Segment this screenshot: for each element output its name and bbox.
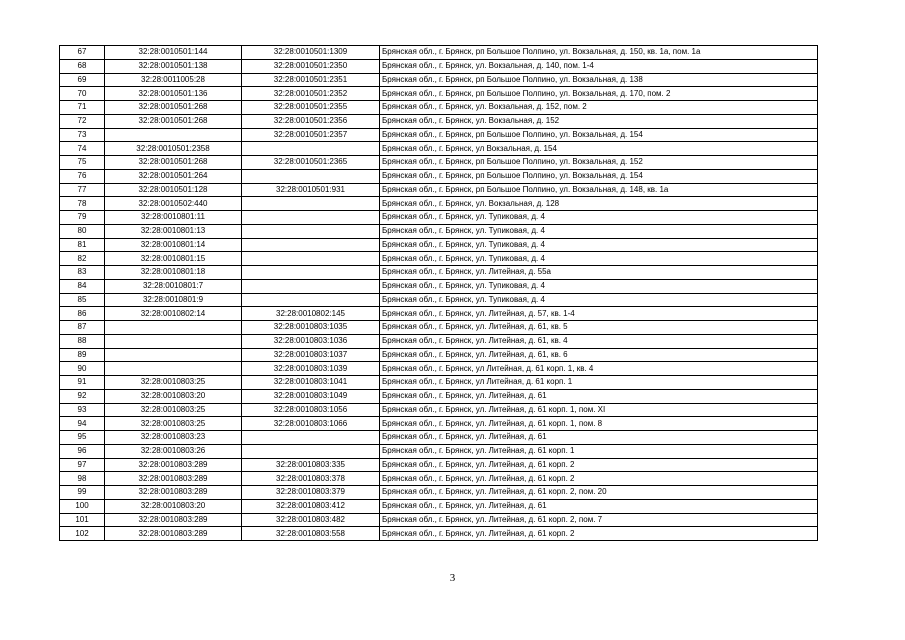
table-row [60, 59, 818, 73]
table-row [60, 362, 818, 376]
row-number-cell: 102 [60, 527, 105, 541]
row-number-cell: 67 [60, 46, 105, 60]
premises-cadastral-number-cell: 32:28:0010501:2365 [242, 156, 380, 170]
address-cell: Брянская обл., г. Брянск, рп Большое Полпино, ул. Вокзальная, д. 138 [380, 73, 818, 87]
table-row [60, 224, 818, 238]
table-row [60, 431, 818, 445]
cadastral-number-cell [105, 321, 242, 335]
premises-cadastral-number-cell [242, 293, 380, 307]
cadastral-number-cell: 32:28:0010801:7 [105, 279, 242, 293]
table-row [60, 156, 818, 170]
cadastral-number-cell [105, 128, 242, 142]
cadastral-number-cell: 32:28:0010803:20 [105, 389, 242, 403]
row-number-cell: 75 [60, 156, 105, 170]
row-number-cell: 82 [60, 252, 105, 266]
premises-cadastral-number-cell [242, 142, 380, 156]
row-number-cell: 80 [60, 224, 105, 238]
row-number-cell: 72 [60, 114, 105, 128]
row-number-cell: 73 [60, 128, 105, 142]
address-cell: Брянская обл., г. Брянск, ул. Литейная, д. 61 корп. 2 [380, 472, 818, 486]
cadastral-number-cell: 32:28:0010803:25 [105, 403, 242, 417]
table-row [60, 114, 818, 128]
address-cell: Брянская обл., г. Брянск, ул. Тупиковая, д. 4 [380, 211, 818, 225]
address-cell: Брянская обл., г. Брянск, рп Большое Полпино, ул. Вокзальная, д. 150, кв. 1а, пом. 1а [380, 46, 818, 60]
cadastral-number-cell: 32:28:0010803:289 [105, 458, 242, 472]
table-row [60, 348, 818, 362]
cadastral-number-cell: 32:28:0010501:136 [105, 87, 242, 101]
premises-cadastral-number-cell: 32:28:0010501:2352 [242, 87, 380, 101]
row-number-cell: 69 [60, 73, 105, 87]
address-cell: Брянская обл., г. Брянск, ул. Литейная, д. 61, кв. 6 [380, 348, 818, 362]
row-number-cell: 99 [60, 486, 105, 500]
premises-cadastral-number-cell: 32:28:0010803:482 [242, 513, 380, 527]
table-row [60, 293, 818, 307]
premises-cadastral-number-cell: 32:28:0010803:412 [242, 499, 380, 513]
table-row [60, 527, 818, 541]
row-number-cell: 77 [60, 183, 105, 197]
address-cell: Брянская обл., г. Брянск, ул. Тупиковая, д. 4 [380, 279, 818, 293]
address-cell: Брянская обл., г. Брянск, рп Большое Полпино, ул. Вокзальная, д. 148, кв. 1а [380, 183, 818, 197]
table-row [60, 101, 818, 115]
table-row [60, 169, 818, 183]
cadastral-number-cell: 32:28:0010501:264 [105, 169, 242, 183]
row-number-cell: 71 [60, 101, 105, 115]
row-number-cell: 101 [60, 513, 105, 527]
premises-cadastral-number-cell: 32:28:0010803:1035 [242, 321, 380, 335]
cadastral-number-cell [105, 348, 242, 362]
cadastral-number-cell: 32:28:0010501:268 [105, 156, 242, 170]
row-number-cell: 87 [60, 321, 105, 335]
table-body [60, 46, 818, 541]
cadastral-number-cell: 32:28:0010801:18 [105, 266, 242, 280]
table-row [60, 307, 818, 321]
row-number-cell: 70 [60, 87, 105, 101]
cadastral-number-cell: 32:28:0010501:268 [105, 114, 242, 128]
cadastral-number-cell: 32:28:0010803:25 [105, 417, 242, 431]
row-number-cell: 94 [60, 417, 105, 431]
table-row [60, 87, 818, 101]
table-row [60, 238, 818, 252]
address-cell: Брянская обл., г. Брянск, ул. Вокзальная, д. 152, пом. 2 [380, 101, 818, 115]
address-cell: Брянская обл., г. Брянск, ул. Вокзальная, д. 128 [380, 197, 818, 211]
address-cell: Брянская обл., г. Брянск, ул. Вокзальная, д. 152 [380, 114, 818, 128]
address-cell: Брянская обл., г. Брянск, рп Большое Полпино, ул. Вокзальная, д. 170, пом. 2 [380, 87, 818, 101]
premises-cadastral-number-cell [242, 224, 380, 238]
premises-cadastral-number-cell: 32:28:0010803:1049 [242, 389, 380, 403]
premises-cadastral-number-cell [242, 169, 380, 183]
cadastral-number-cell: 32:28:0010801:14 [105, 238, 242, 252]
address-cell: Брянская обл., г. Брянск, ул. Литейная, д. 61 [380, 389, 818, 403]
cadastral-number-cell [105, 334, 242, 348]
cadastral-number-cell: 32:28:0010801:13 [105, 224, 242, 238]
row-number-cell: 93 [60, 403, 105, 417]
table-row [60, 458, 818, 472]
row-number-cell: 85 [60, 293, 105, 307]
table-row [60, 321, 818, 335]
premises-cadastral-number-cell: 32:28:0010803:1041 [242, 376, 380, 390]
cadastral-number-cell: 32:28:0010501:128 [105, 183, 242, 197]
premises-cadastral-number-cell [242, 444, 380, 458]
cadastral-number-cell: 32:28:0010801:15 [105, 252, 242, 266]
address-cell: Брянская обл., г. Брянск, ул. Тупиковая, д. 4 [380, 293, 818, 307]
document-page [59, 45, 817, 541]
cadastral-number-cell: 32:28:0011005:28 [105, 73, 242, 87]
row-number-cell: 92 [60, 389, 105, 403]
premises-cadastral-number-cell: 32:28:0010803:558 [242, 527, 380, 541]
row-number-cell: 89 [60, 348, 105, 362]
address-cell: Брянская обл., г. Брянск, ул. Литейная, д. 61 корп. 2 [380, 527, 818, 541]
address-cell: Брянская обл., г. Брянск, рп Большое Полпино, ул. Вокзальная, д. 152 [380, 156, 818, 170]
premises-cadastral-number-cell: 32:28:0010803:1056 [242, 403, 380, 417]
premises-cadastral-number-cell: 32:28:0010803:1066 [242, 417, 380, 431]
table-row [60, 403, 818, 417]
address-cell: Брянская обл., г. Брянск, ул. Литейная, д. 57, кв. 1-4 [380, 307, 818, 321]
cadastral-number-cell: 32:28:0010803:23 [105, 431, 242, 445]
table-row [60, 334, 818, 348]
cadastral-number-cell: 32:28:0010803:25 [105, 376, 242, 390]
cadastral-number-cell: 32:28:0010803:289 [105, 486, 242, 500]
premises-cadastral-number-cell [242, 238, 380, 252]
table-row [60, 183, 818, 197]
table-row [60, 142, 818, 156]
row-number-cell: 79 [60, 211, 105, 225]
cadastral-number-cell [105, 362, 242, 376]
premises-cadastral-number-cell [242, 279, 380, 293]
row-number-cell: 74 [60, 142, 105, 156]
premises-cadastral-number-cell: 32:28:0010501:1309 [242, 46, 380, 60]
premises-cadastral-number-cell: 32:28:0010501:2356 [242, 114, 380, 128]
address-cell: Брянская обл., г. Брянск, ул. Литейная, д. 61 корп. 2, пом. 7 [380, 513, 818, 527]
cadastral-number-cell: 32:28:0010801:9 [105, 293, 242, 307]
cadastral-number-cell: 32:28:0010501:2358 [105, 142, 242, 156]
table-row [60, 486, 818, 500]
row-number-cell: 83 [60, 266, 105, 280]
premises-cadastral-number-cell [242, 197, 380, 211]
row-number-cell: 68 [60, 59, 105, 73]
table-row [60, 472, 818, 486]
address-cell: Брянская обл., г. Брянск, ул. Литейная, д. 55а [380, 266, 818, 280]
address-cell: Брянская обл., г. Брянск, ул. Литейная, д. 61 корп. 1 [380, 444, 818, 458]
cadastral-number-cell: 32:28:0010802:14 [105, 307, 242, 321]
premises-cadastral-number-cell: 32:28:0010803:379 [242, 486, 380, 500]
table-row [60, 266, 818, 280]
cadastral-number-cell: 32:28:0010803:26 [105, 444, 242, 458]
table-row [60, 252, 818, 266]
row-number-cell: 98 [60, 472, 105, 486]
address-cell: Брянская обл., г. Брянск, ул. Литейная, д. 61 корп. 1, пом. XI [380, 403, 818, 417]
row-number-cell: 91 [60, 376, 105, 390]
premises-cadastral-number-cell [242, 211, 380, 225]
address-cell: Брянская обл., г. Брянск, ул Литейная, д. 61 корп. 1 [380, 376, 818, 390]
premises-cadastral-number-cell: 32:28:0010803:1037 [242, 348, 380, 362]
table-row [60, 46, 818, 60]
address-cell: Брянская обл., г. Брянск, ул. Литейная, д. 61 [380, 499, 818, 513]
row-number-cell: 76 [60, 169, 105, 183]
address-cell: Брянская обл., г. Брянск, ул. Литейная, д. 61 корп. 2 [380, 458, 818, 472]
premises-cadastral-number-cell: 32:28:0010803:335 [242, 458, 380, 472]
table-row [60, 128, 818, 142]
cadastral-number-cell: 32:28:0010803:289 [105, 513, 242, 527]
cadastral-number-cell: 32:28:0010501:144 [105, 46, 242, 60]
cadastral-number-cell: 32:28:0010501:268 [105, 101, 242, 115]
cadastral-number-cell: 32:28:0010803:289 [105, 472, 242, 486]
premises-cadastral-number-cell: 32:28:0010803:378 [242, 472, 380, 486]
premises-cadastral-number-cell: 32:28:0010803:1036 [242, 334, 380, 348]
cadastral-number-cell: 32:28:0010502:440 [105, 197, 242, 211]
address-cell: Брянская обл., г. Брянск, ул. Тупиковая, д. 4 [380, 224, 818, 238]
table-row [60, 211, 818, 225]
row-number-cell: 88 [60, 334, 105, 348]
address-cell: Брянская обл., г. Брянск, ул. Вокзальная, д. 140, пом. 1-4 [380, 59, 818, 73]
table-row [60, 513, 818, 527]
table-row [60, 389, 818, 403]
premises-cadastral-number-cell: 32:28:0010803:1039 [242, 362, 380, 376]
table-row [60, 444, 818, 458]
premises-cadastral-number-cell: 32:28:0010802:145 [242, 307, 380, 321]
premises-cadastral-number-cell: 32:28:0010501:2357 [242, 128, 380, 142]
row-number-cell: 100 [60, 499, 105, 513]
row-number-cell: 81 [60, 238, 105, 252]
row-number-cell: 96 [60, 444, 105, 458]
table-row [60, 417, 818, 431]
address-cell: Брянская обл., г. Брянск, ул Литейная, д. 61 корп. 1, кв. 4 [380, 362, 818, 376]
page-number: 3 [449, 572, 456, 584]
premises-cadastral-number-cell [242, 266, 380, 280]
address-cell: Брянская обл., г. Брянск, ул. Литейная, д. 61 корп. 1, пом. 8 [380, 417, 818, 431]
row-number-cell: 84 [60, 279, 105, 293]
cadastral-table [59, 45, 818, 541]
table-row [60, 499, 818, 513]
table-row [60, 279, 818, 293]
cadastral-number-cell: 32:28:0010803:20 [105, 499, 242, 513]
cadastral-number-cell: 32:28:0010801:11 [105, 211, 242, 225]
row-number-cell: 78 [60, 197, 105, 211]
row-number-cell: 86 [60, 307, 105, 321]
address-cell: Брянская обл., г. Брянск, рп Большое Полпино, ул. Вокзальная, д. 154 [380, 128, 818, 142]
row-number-cell: 97 [60, 458, 105, 472]
cadastral-number-cell: 32:28:0010501:138 [105, 59, 242, 73]
address-cell: Брянская обл., г. Брянск, ул. Литейная, д. 61, кв. 4 [380, 334, 818, 348]
table-row [60, 197, 818, 211]
table-row [60, 376, 818, 390]
cadastral-number-cell: 32:28:0010803:289 [105, 527, 242, 541]
premises-cadastral-number-cell [242, 252, 380, 266]
premises-cadastral-number-cell: 32:28:0010501:2351 [242, 73, 380, 87]
premises-cadastral-number-cell: 32:28:0010501:2355 [242, 101, 380, 115]
row-number-cell: 95 [60, 431, 105, 445]
address-cell: Брянская обл., г. Брянск, рп Большое Полпино, ул. Вокзальная, д. 154 [380, 169, 818, 183]
table-row [60, 73, 818, 87]
premises-cadastral-number-cell [242, 431, 380, 445]
address-cell: Брянская обл., г. Брянск, ул. Литейная, д. 61, кв. 5 [380, 321, 818, 335]
address-cell: Брянская обл., г. Брянск, ул. Литейная, д. 61 корп. 2, пом. 20 [380, 486, 818, 500]
row-number-cell: 90 [60, 362, 105, 376]
address-cell: Брянская обл., г. Брянск, ул. Тупиковая, д. 4 [380, 238, 818, 252]
premises-cadastral-number-cell: 32:28:0010501:931 [242, 183, 380, 197]
address-cell: Брянская обл., г. Брянск, ул Вокзальная, д. 154 [380, 142, 818, 156]
address-cell: Брянская обл., г. Брянск, ул. Тупиковая, д. 4 [380, 252, 818, 266]
address-cell: Брянская обл., г. Брянск, ул. Литейная, д. 61 [380, 431, 818, 445]
premises-cadastral-number-cell: 32:28:0010501:2350 [242, 59, 380, 73]
